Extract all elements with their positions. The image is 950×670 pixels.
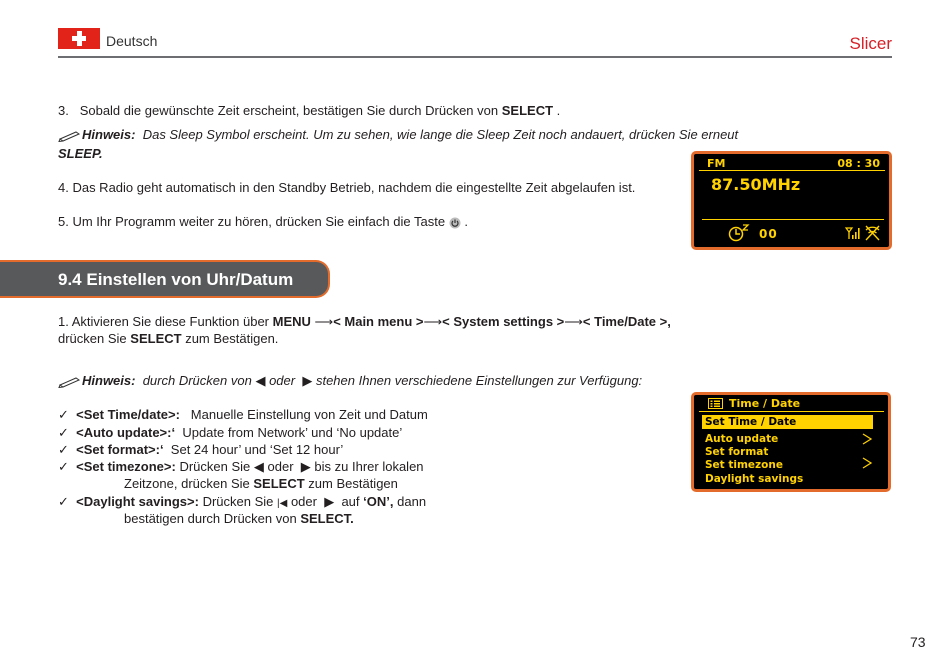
menu-divider-top [699, 411, 884, 412]
chevron-right-icon [862, 433, 872, 445]
language-label: Deutsch [106, 33, 158, 49]
note-1 [58, 127, 738, 142]
pencil-icon [58, 376, 82, 388]
left-arrow-icon: ◀ [255, 373, 266, 388]
note-text: Das Sleep Symbol erscheint. Um zu sehen, wie lange die Sleep Zeit noch andauert, drücken Sie erneut [142, 127, 739, 142]
menu-item-auto-update: Auto update [705, 433, 779, 445]
page-number: 73 [910, 634, 926, 650]
section-title: 9.4 Einstellen von Uhr/Datum [58, 270, 294, 289]
select-key: SELECT. [300, 511, 354, 526]
menu-item-set-format: Set format [705, 446, 769, 458]
instruction-text: drücken Sie [58, 331, 127, 346]
step-end: . [556, 103, 561, 118]
pencil-icon [58, 130, 82, 142]
option-desc: Update from Network’ und ‘No update’ [182, 425, 403, 440]
arrow-right-icon: ⟶ [564, 314, 583, 329]
display-divider-bottom [702, 219, 884, 220]
check-icon: ✓ [58, 494, 69, 509]
option-key: <Auto update>:‘ [76, 425, 176, 440]
option-daylight-savings-cont [124, 511, 354, 526]
option-desc: Drücken Sie [179, 459, 251, 474]
step-text: 5. Um Ihr Programm weiter zu hören, drücken Sie einfach die Taste [58, 214, 446, 229]
arrow-right-icon: ⟶ [423, 314, 443, 329]
option-desc: bis zu Ihrer lokalen [314, 459, 424, 474]
option-key: <Daylight savings>: [76, 494, 199, 509]
note-text: stehen Ihnen verschiedene Einstellungen zur Verfügung: [315, 373, 643, 388]
step-5 [58, 214, 468, 229]
check-icon: ✓ [58, 425, 69, 440]
note-1-cont [58, 146, 103, 161]
check-icon: ✓ [58, 442, 69, 457]
option-desc: dann [397, 494, 427, 509]
check-icon: ✓ [58, 459, 69, 474]
option-daylight-savings [58, 494, 426, 510]
frequency-label: 87.50MHz [711, 175, 801, 194]
skip-back-icon: |◀ [277, 498, 288, 509]
option-auto-update [58, 425, 402, 441]
option-set-timezone [58, 459, 424, 475]
option-desc: auf [341, 494, 360, 509]
step-end: . [464, 214, 468, 229]
menu-key: MENU [272, 314, 311, 329]
header-divider [58, 56, 892, 58]
power-icon [449, 217, 461, 229]
option-desc: zum Bestätigen [308, 476, 398, 491]
option-desc: oder [290, 494, 317, 509]
step-text: Sobald die gewünschte Zeit erscheint, bestätigen Sie durch Drücken von [79, 103, 499, 118]
option-set-format [58, 442, 343, 458]
note-text: oder [269, 373, 296, 388]
option-desc: Set 24 hour’ und ‘Set 12 hour’ [170, 442, 344, 457]
note-text: durch Drücken von [142, 373, 252, 388]
step-4: 4. Das Radio geht automatisch in den Standby Betrieb, nachdem die eingestellte Zeit abgelaufen ist. [58, 180, 636, 195]
swiss-flag-icon [58, 28, 100, 49]
option-desc: oder [267, 459, 294, 474]
left-arrow-icon: ◀ [253, 459, 264, 474]
no-wifi-icon [864, 225, 881, 241]
option-key: <Set format>:‘ [76, 442, 164, 457]
on-value: ‘ON’, [363, 494, 394, 509]
brand-name: Slicer [849, 34, 892, 53]
step-3 [58, 103, 560, 118]
menu-title: Time / Date [729, 397, 801, 410]
option-desc: Manuelle Einstellung von Zeit und Datum [190, 407, 428, 422]
option-set-timezone-cont [124, 476, 398, 491]
note-label: Hinweis: [82, 373, 136, 388]
sleep-key: SLEEP. [58, 146, 103, 161]
time-date-menu-display [691, 392, 891, 492]
select-key: SELECT [130, 331, 182, 346]
option-desc: bestätigen durch Drücken von [124, 511, 297, 526]
right-arrow-icon: ▶ [302, 373, 313, 388]
option-key: <Set Time/date>: [76, 407, 180, 422]
instruction-line-2 [58, 331, 278, 346]
time-date-label: < Time/Date >, [582, 314, 671, 329]
note-2 [58, 373, 642, 389]
menu-item-set-timezone: Set timezone [705, 459, 783, 471]
instruction-line-1 [58, 314, 671, 330]
system-settings-label: < System settings > [442, 314, 565, 329]
option-key: <Set timezone>: [76, 459, 176, 474]
menu-item-daylight-savings: Daylight savings [705, 473, 804, 485]
option-desc: Zeitzone, drücken Sie [124, 476, 250, 491]
fm-display [691, 151, 892, 250]
menu-list-icon [708, 398, 723, 409]
right-arrow-icon: ▶ [324, 494, 335, 509]
main-menu-label: < Main menu > [333, 314, 424, 329]
display-divider-top [699, 170, 885, 171]
clock-label: 08 : 30 [837, 157, 880, 170]
select-key: SELECT [253, 476, 305, 491]
check-icon: ✓ [58, 407, 69, 422]
sleep-counter: 00 [759, 227, 778, 241]
band-label: FM [707, 157, 726, 170]
instruction-text: 1. Aktivieren Sie diese Funktion über [58, 314, 270, 329]
option-desc: Drücken Sie [202, 494, 274, 509]
arrow-right-icon: ⟶ [314, 314, 334, 329]
sleep-clock-icon [728, 224, 750, 242]
menu-item-set-time-date: Set Time / Date [705, 416, 797, 428]
option-set-time-date [58, 407, 428, 423]
chevron-right-icon [862, 457, 872, 469]
signal-strength-icon [845, 226, 861, 240]
note-label: Hinweis: [82, 127, 136, 142]
step-number: 3. [58, 103, 69, 118]
right-arrow-icon: ▶ [300, 459, 311, 474]
instruction-text: zum Bestätigen. [185, 331, 279, 346]
select-key: SELECT [501, 103, 554, 118]
